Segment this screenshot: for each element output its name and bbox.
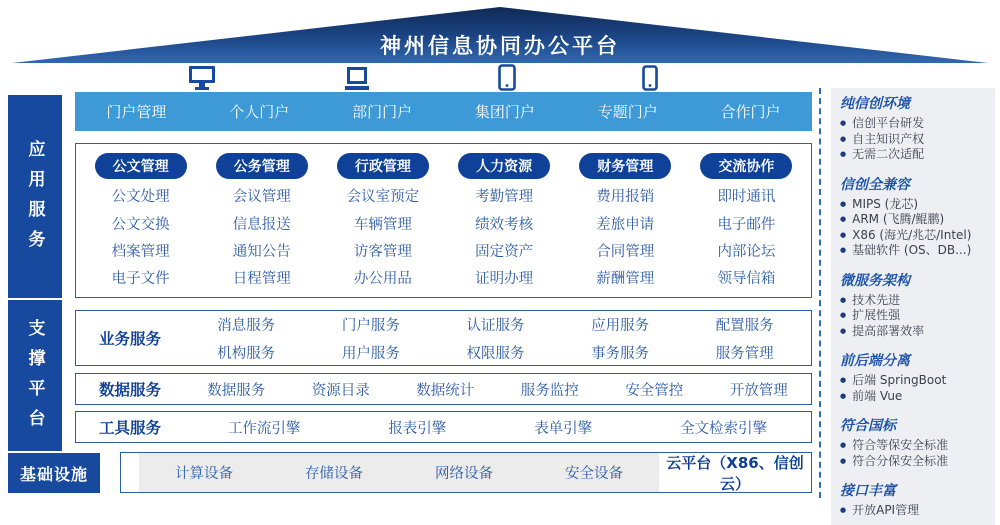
business-services-box <box>75 310 812 366</box>
bullet-dot-icon: ● <box>840 326 847 335</box>
feature-header: 接口丰富 <box>840 483 896 499</box>
feature-bullet <box>840 293 989 309</box>
sidebar-label-infrastructure: 基础设施 <box>8 453 100 493</box>
infrastructure-device-item: 安全设备 <box>565 466 623 482</box>
app-item: 电子邮件 <box>717 216 776 233</box>
feature-bullet-text: 前端 Vue <box>852 388 903 403</box>
app-group <box>565 153 686 288</box>
app-group <box>444 153 565 288</box>
tool-service-item: 表单引擎 <box>534 420 593 437</box>
app-group-header: 人力资源 <box>458 153 550 179</box>
app-item: 差旅申请 <box>596 216 655 233</box>
business-service-item: 配置服务 <box>715 317 774 334</box>
app-item: 薪酬管理 <box>596 271 655 287</box>
app-item: 即时通讯 <box>717 189 776 206</box>
bullet-dot-icon: ● <box>840 391 847 400</box>
app-group <box>686 153 807 288</box>
bullet-dot-icon: ● <box>840 246 847 254</box>
feature-bullet <box>840 243 989 259</box>
bullet-dot-icon: ● <box>840 150 847 158</box>
app-item: 考勤管理 <box>475 189 534 206</box>
application-modules-box <box>75 143 812 298</box>
feature-bullet-text: 无需二次适配 <box>852 147 925 161</box>
app-group-header: 交流协作 <box>700 153 792 179</box>
app-group <box>80 153 201 288</box>
business-services-label: 业务服务 <box>98 330 161 348</box>
data-service-item: 安全管控 <box>625 382 684 399</box>
infrastructure-device-item: 计算设备 <box>175 466 233 482</box>
data-services-label: 数据服务 <box>98 381 161 399</box>
app-item: 信息报送 <box>232 216 291 233</box>
feature-bullet-text: 提高部署效率 <box>852 323 925 338</box>
feature-header: 符合国标 <box>840 418 896 434</box>
portal-item: 合作门户 <box>720 103 781 121</box>
portal-item: 集团门户 <box>474 103 535 121</box>
feature-bullet-text: 基础软件 (OS、DB...) <box>852 243 972 257</box>
infrastructure-device-item: 存储设备 <box>305 466 363 482</box>
data-services-items <box>184 379 811 400</box>
feature-bullet-text: 信创平台研发 <box>852 116 925 130</box>
app-item: 内部论坛 <box>717 243 776 260</box>
portal-item: 部门门户 <box>352 103 413 121</box>
tool-service-item: 工作流引擎 <box>227 420 301 437</box>
feature-bullet <box>840 132 989 148</box>
feature-bullet-text: MIPS (龙芯) <box>852 196 919 211</box>
portal-item: 专题门户 <box>597 103 658 121</box>
page-title: 神州信息协同办公平台 <box>380 34 620 58</box>
sidebar-label-app-services: 应用服务 <box>8 95 62 298</box>
feature-section <box>831 410 995 475</box>
bullet-dot-icon: ● <box>840 119 847 127</box>
data-service-item: 开放管理 <box>729 382 788 399</box>
app-item: 车辆管理 <box>353 216 412 233</box>
infrastructure-box <box>120 452 812 493</box>
tool-services-label: 工具服务 <box>98 419 161 437</box>
phone-icon <box>642 65 658 95</box>
app-group-header: 公文管理 <box>95 153 187 179</box>
feature-bullet <box>840 324 989 340</box>
feature-bullet-text: 自主知识产权 <box>852 131 925 146</box>
laptop-icon <box>342 66 372 95</box>
data-service-item: 数据服务 <box>207 382 266 399</box>
app-group-header: 公务管理 <box>216 153 308 179</box>
data-service-item: 资源目录 <box>311 382 370 399</box>
app-group-header: 财务管理 <box>579 153 671 179</box>
feature-bullet <box>840 147 989 163</box>
bullet-dot-icon: ● <box>840 456 847 465</box>
app-group <box>322 153 443 288</box>
business-services-grid <box>184 314 811 363</box>
business-service-item: 权限服务 <box>466 345 525 362</box>
business-service-item: 用户服务 <box>341 345 400 362</box>
sidebar-label-support-platform: 支撑平台 <box>8 300 62 451</box>
feature-bullet-text: 技术先进 <box>852 292 901 307</box>
feature-bullet <box>840 228 989 244</box>
app-item: 公文交换 <box>111 216 170 233</box>
feature-bullet-text: 开放API管理 <box>852 503 920 517</box>
app-item: 固定资产 <box>475 243 534 260</box>
bullet-dot-icon: ● <box>840 230 847 239</box>
app-item: 费用报销 <box>596 189 655 206</box>
business-service-item: 机构服务 <box>217 345 276 362</box>
feature-header: 纯信创环境 <box>840 96 910 112</box>
feature-bullet <box>840 454 989 470</box>
bullet-dot-icon: ● <box>840 215 847 223</box>
feature-bullet <box>840 308 989 324</box>
portal-item: 个人门户 <box>229 103 290 121</box>
app-item: 档案管理 <box>111 243 170 260</box>
tool-services-box <box>75 411 812 443</box>
app-item: 日程管理 <box>232 271 291 287</box>
feature-header: 微服务架构 <box>840 272 910 289</box>
feature-bullet-text: 符合分保安全标准 <box>852 453 949 468</box>
portal-item: 门户管理 <box>106 103 167 121</box>
bullet-dot-icon: ● <box>840 506 847 514</box>
app-item: 会议管理 <box>232 189 291 206</box>
portal-bar <box>75 92 812 131</box>
feature-bullet <box>840 116 989 132</box>
feature-section <box>831 169 995 265</box>
bullet-dot-icon: ● <box>840 376 847 384</box>
feature-panel <box>831 88 995 517</box>
app-item: 会议室预定 <box>346 189 420 206</box>
app-item: 办公用品 <box>353 271 412 287</box>
device-icons-row <box>188 64 658 95</box>
feature-section <box>831 345 995 410</box>
app-group <box>201 153 322 288</box>
feature-bullet <box>840 212 989 228</box>
feature-section <box>831 475 995 525</box>
data-service-item: 服务监控 <box>520 382 579 399</box>
app-group-header: 行政管理 <box>337 153 429 179</box>
app-item: 合同管理 <box>596 243 655 260</box>
app-item: 通知公告 <box>232 243 291 260</box>
feature-bullet <box>840 503 989 519</box>
feature-bullet-text: X86 (海光/兆芯/Intel) <box>852 227 972 242</box>
feature-bullet <box>840 373 989 389</box>
business-service-item: 门户服务 <box>341 317 400 334</box>
infrastructure-devices <box>139 453 659 492</box>
feature-bullet-text: ARM (飞腾/鲲鹏) <box>852 212 945 226</box>
feature-bullet <box>840 197 989 213</box>
app-item: 访客管理 <box>353 243 412 260</box>
business-service-item: 消息服务 <box>217 317 276 334</box>
data-service-item: 数据统计 <box>416 382 475 399</box>
bullet-dot-icon: ● <box>840 134 847 143</box>
feature-bullet-text: 后端 SpringBoot <box>852 373 947 387</box>
feature-bullet-text: 符合等保安全标准 <box>852 438 949 452</box>
bullet-dot-icon: ● <box>840 311 847 319</box>
business-service-item: 事务服务 <box>591 345 650 362</box>
feature-header: 信创全兼容 <box>840 176 910 193</box>
tool-service-item: 全文检索引擎 <box>680 420 768 437</box>
feature-header: 前后端分离 <box>840 353 910 369</box>
data-services-box <box>75 373 812 405</box>
feature-section <box>831 265 995 346</box>
tool-services-items <box>184 417 811 438</box>
tool-service-item: 报表引擎 <box>388 420 447 437</box>
feature-section <box>831 88 995 169</box>
feature-bullet <box>840 389 989 405</box>
dashed-divider <box>819 88 821 498</box>
cloud-platform-label: 云平台（X86、信创云） <box>666 453 804 493</box>
feature-bullet-text: 扩展性强 <box>852 308 901 322</box>
app-item: 公文处理 <box>111 189 170 206</box>
bullet-dot-icon: ● <box>840 295 847 304</box>
business-service-item: 服务管理 <box>715 345 774 362</box>
infrastructure-device-item: 网络设备 <box>435 466 493 482</box>
bullet-dot-icon: ● <box>840 441 847 449</box>
business-service-item: 认证服务 <box>466 317 525 334</box>
app-item: 绩效考核 <box>475 216 534 233</box>
app-item: 电子文件 <box>111 271 170 287</box>
tablet-icon <box>498 64 516 95</box>
feature-bullet <box>840 438 989 454</box>
app-item: 领导信箱 <box>717 271 776 287</box>
monitor-icon <box>188 66 216 95</box>
app-item: 证明办理 <box>475 271 534 287</box>
business-service-item: 应用服务 <box>591 317 650 334</box>
bullet-dot-icon: ● <box>840 199 847 208</box>
